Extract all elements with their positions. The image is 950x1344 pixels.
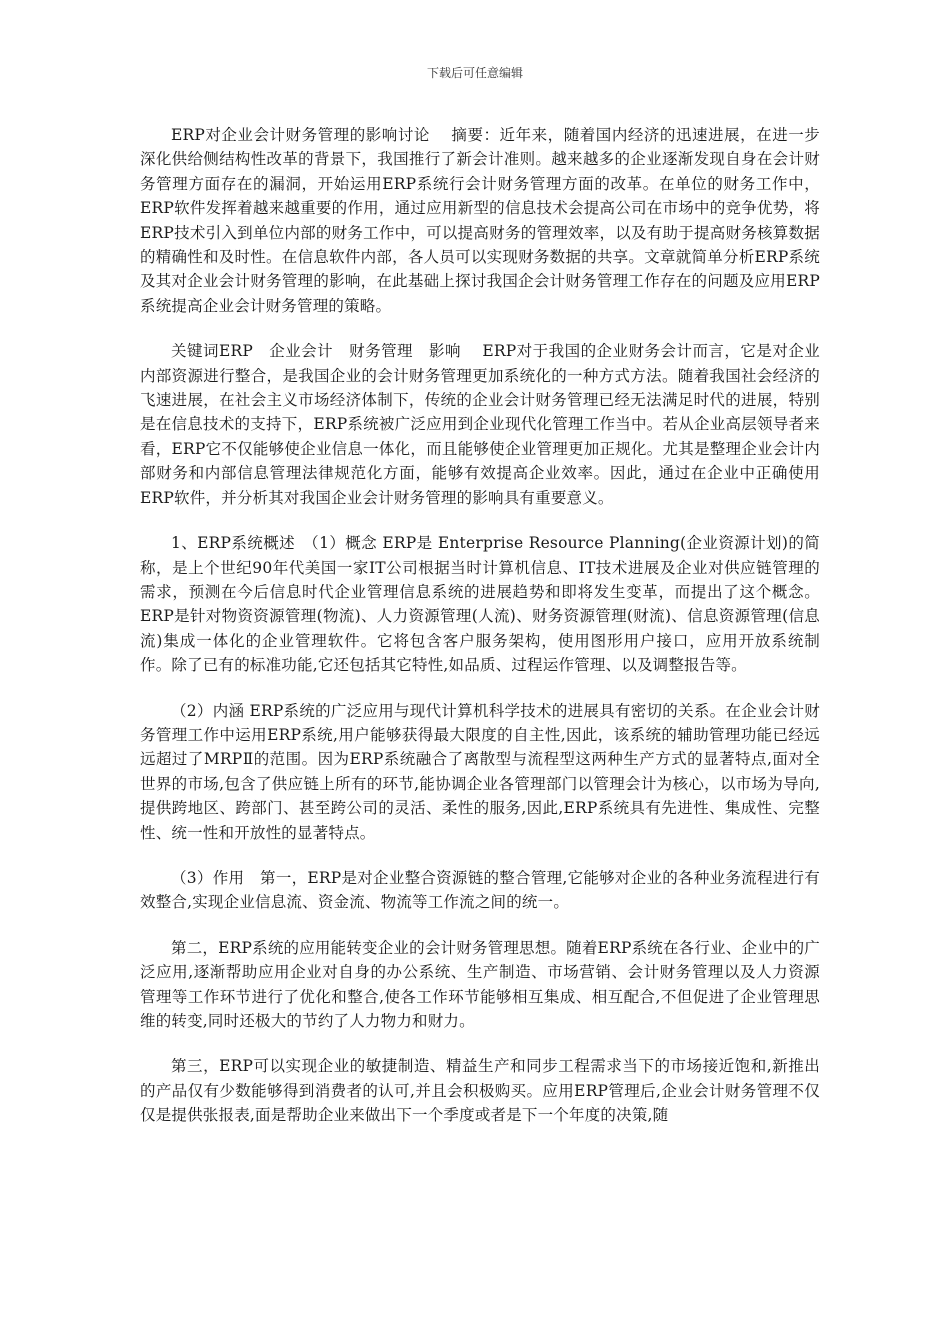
document-body (140, 123, 820, 1149)
paragraph-erp-function-first: （3）作用 第一，ERP是对企业整合资源链的整合管理,它能够对企业的各种业务流程进行有效整合,实现企业信息流、资金流、物流等工作流之间的统一。 (140, 868, 820, 912)
paragraph-abstract: ERP对企业会计财务管理的影响讨论 摘要：近年来，随着国内经济的迅速进展，在进一步深化供给侧结构性改革的背景下，我国推行了新会计准则。越来越多的企业逐渐发现自身在会计财务管理方面存在的漏洞，开始运用ERP系统行会计财务管理方面的改革。在单位的财务工作中，ERP软件发挥着越来越重要的作用，通过应用新型的信息技术会提高公司在市场中的竞争优势，将ERP技术引入到单位内部的财务工作中，可以提高财务的管理效率，以及有助于提高财务核算数据的精确性和及时性。在信息软件内部，各人员可以实现财务数据的共享。文章就简单分析ERP系统及其对企业会计财务管理的影响，在此基础上探讨我国企会计财务管理工作存在的问题及应用ERP系统提高企业会计财务管理的策略。 (140, 126, 820, 315)
paragraph-keywords: 关键词ERP 企业会计 财务管理 影响 ERP对于我国的企业财务会计而言，它是对企业内部资源进行整合，是我国企业的会计财务管理更加系统化的一种方式方法。随着我国社会经济的飞速进展，在社会主义市场经济体制下，传统的企业会计财务管理已经无法满足时代的进展，特别是在信息技术的支持下，ERP系统被广泛应用到企业现代化管理工作当中。若从企业高层领导者来看，ERP它不仅能够使企业信息一体化，而且能够使企业管理更加正规化。尤其是整理企业会计内部财务和内部信息管理法律规范化方面，能够有效提高企业效率。因此，通过在企业中正确使用ERP软件，并分析其对我国企业会计财务管理的影响具有重要意义。 (140, 342, 820, 507)
page-header: 下载后可任意编辑 (426, 66, 523, 80)
paragraph-erp-concept: 1、ERP系统概述 （1）概念 ERP是 Enterprise Resource Planning(企业资源计划)的简称，是上个世纪90年代美国一家IT公司根据当时计算机信息、IT技术进展及企业对供应链管理的需求，预测在今后信息时代企业管理信息系统的进展趋势和即将发生变革，而提出了这个概念。ERP是针对物资资源管理(物流)、人力资源管理(人流)、财务资源管理(财流)、信息资源管理(信息流)集成一体化的企业管理软件。它将包含客户服务架构，使用图形用户接口，应用开放系统制作。除了已有的标准功能,它还包括其它特性,如品质、过程运作管理、以及调整报告等。 (140, 534, 820, 675)
paragraph-erp-connotation: （2）内涵 ERP系统的广泛应用与现代计算机科学技术的进展具有密切的关系。在企业会计财务管理工作中运用ERP系统,用户能够获得最大限度的自主性,因此，该系统的辅助管理功能已经远远超过了MRPⅡ的范围。因为ERP系统融合了离散型与流程型这两种生产方式的显著特点,面对全世界的市场,包含了供应链上所有的环节,能协调企业各管理部门以管理会计为核心，以市场为导向,提供跨地区、跨部门、甚至跨公司的灵活、柔性的服务,因此,ERP系统具有先进性、集成性、完整性、统一性和开放性的显著特点。 (140, 701, 820, 842)
paragraph-erp-function-second: 第二，ERP系统的应用能转变企业的会计财务管理思想。随着ERP系统在各行业、企业中的广泛应用,逐渐帮助应用企业对自身的办公系统、生产制造、市场营销、会计财务管理以及人力资源管理等工作环节进行了优化和整合,使各工作环节能够相互集成、相互配合,不但促进了企业管理思维的转变,同时还极大的节约了人力物力和财力。 (140, 938, 820, 1030)
paragraph-erp-function-third: 第三，ERP可以实现企业的敏捷制造、精益生产和同步工程需求当下的市场接近饱和,新推出的产品仅有少数能够得到消费者的认可,并且会积极购买。应用ERP管理后,企业会计财务管理不仅仅是提供张报表,面是帮助企业来做出下一个季度或者是下一个年度的决策,随 (140, 1057, 820, 1125)
